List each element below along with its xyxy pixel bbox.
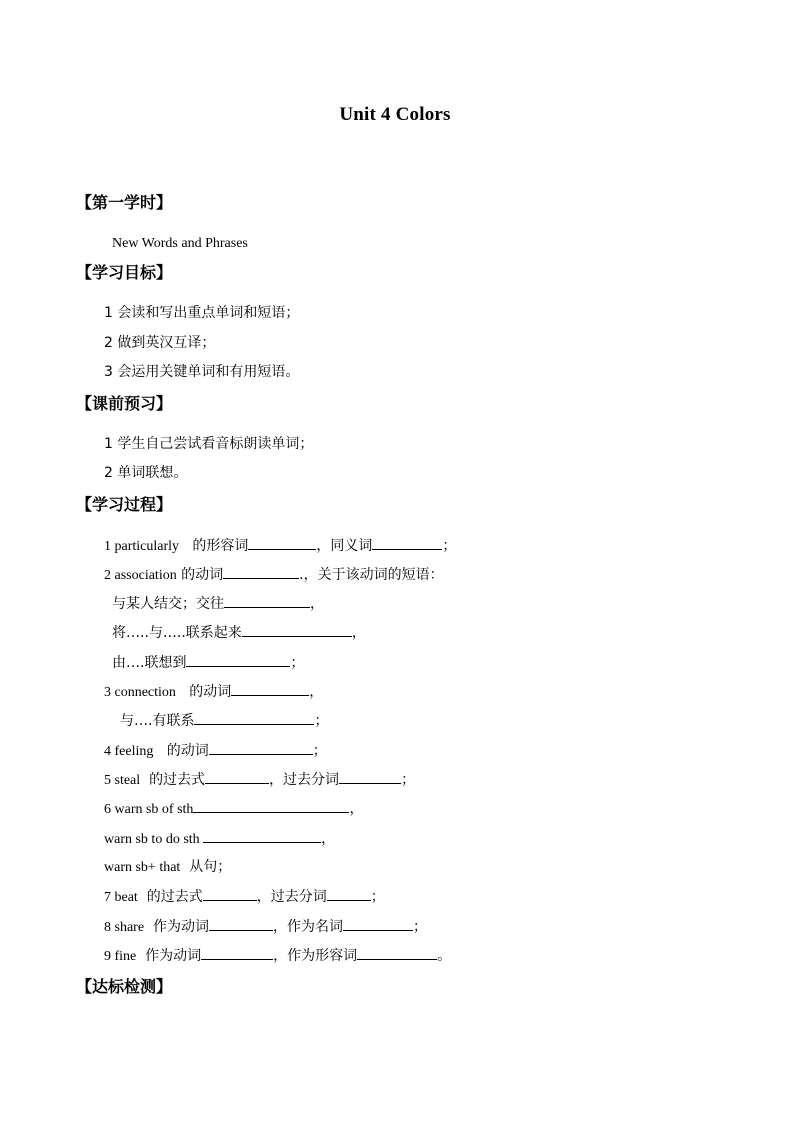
answer-blank[interactable]	[372, 536, 442, 550]
answer-blank[interactable]	[209, 741, 313, 755]
exercise-line-7: 与….有联系 ；	[120, 713, 329, 729]
section-heading-process: 【学习过程】	[76, 495, 173, 514]
objective-item: 3 会运用关键单词和有用短语。	[104, 364, 300, 380]
exercise-line-4: 将…..与…..联系起来 ，	[112, 625, 366, 641]
answer-blank[interactable]	[205, 770, 269, 784]
exercise-line-12: warn sb+ that 从句；	[104, 859, 232, 875]
answer-blank[interactable]	[357, 946, 437, 960]
exercise-line-1: 1 particularly 的形容词 ，同义词 ；	[104, 538, 457, 554]
exercise-line-2: 2 association 的动词 .，关于该动词的短语：	[104, 567, 444, 583]
answer-blank[interactable]	[193, 799, 349, 813]
preview-item: 2 单词联想。	[104, 465, 188, 481]
objective-item: 2 做到英汉互译；	[104, 335, 216, 351]
exercise-line-5: 由….联想到 ；	[112, 655, 305, 671]
exercise-line-14: 8 share 作为动词 ，作为名词 ；	[104, 919, 427, 935]
answer-blank[interactable]	[209, 917, 273, 931]
answer-blank[interactable]	[186, 653, 290, 667]
objective-item: 1 会读和写出重点单词和短语；	[104, 305, 300, 321]
lesson-subtitle: New Words and Phrases	[112, 236, 248, 251]
answer-blank[interactable]	[203, 887, 257, 901]
exercise-line-9: 5 steal 的过去式 ，过去分词 ；	[104, 772, 416, 788]
answer-blank[interactable]	[231, 682, 309, 696]
exercise-line-8: 4 feeling 的动词 ；	[104, 743, 327, 759]
answer-blank[interactable]	[194, 711, 314, 725]
exercise-line-11: warn sb to do sth ，	[104, 831, 336, 847]
exercise-line-3: 与某人结交；交往 ，	[112, 596, 324, 612]
answer-blank[interactable]	[343, 917, 413, 931]
section-heading-objectives: 【学习目标】	[76, 263, 173, 282]
title-text: Unit 4 Colors	[339, 104, 451, 125]
answer-blank[interactable]	[201, 946, 273, 960]
answer-blank[interactable]	[248, 536, 316, 550]
answer-blank[interactable]	[223, 565, 299, 579]
answer-blank[interactable]	[203, 829, 321, 843]
section-heading-assessment: 【达标检测】	[76, 977, 173, 996]
exercise-line-6: 3 connection 的动词 ，	[104, 684, 324, 700]
answer-blank[interactable]	[242, 623, 352, 637]
answer-blank[interactable]	[327, 887, 371, 901]
exercise-line-10: 6 warn sb of sth ，	[104, 801, 364, 817]
exercise-line-13: 7 beat 的过去式 ，过去分词 ；	[104, 889, 385, 905]
answer-blank[interactable]	[339, 770, 401, 784]
page-title	[0, 104, 794, 126]
section-heading-lesson-1: 【第一学时】	[76, 193, 173, 212]
preview-item: 1 学生自己尝试看音标朗读单词；	[104, 436, 314, 452]
exercise-line-15: 9 fine 作为动词 ，作为形容词 。	[104, 948, 452, 964]
answer-blank[interactable]	[224, 594, 310, 608]
section-heading-preview: 【课前预习】	[76, 394, 173, 413]
